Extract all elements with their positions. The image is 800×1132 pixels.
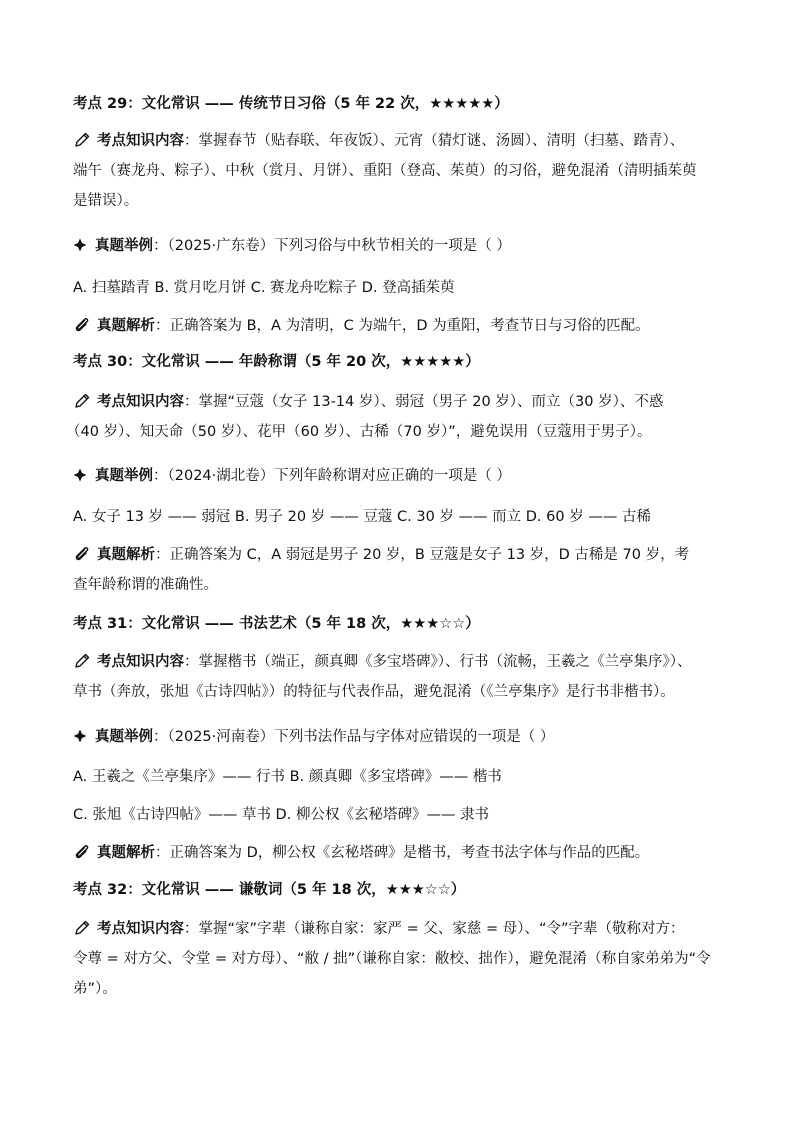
- pencil-icon: [73, 131, 91, 149]
- example-label: 真题举例: [95, 468, 153, 484]
- knowledge-line: 考点知识内容：掌握“家”字辈（谦称自家：家严 = 父、家慈 = 母）、“令”字辈（敬称对方：: [73, 919, 685, 939]
- knowledge-line: 弟”）。: [73, 981, 117, 997]
- section-heading: 考点 31：文化常识 —— 书法艺术（5 年 18 次，★★★☆☆）: [73, 616, 480, 632]
- knowledge-label: 考点知识内容: [97, 921, 184, 937]
- pencil-icon: [73, 392, 91, 410]
- option-line: C. 张旭《古诗四帖》—— 草书 D. 柳公权《玄秘塔碑》—— 隶书: [73, 807, 490, 823]
- option-line: A. 扫墓踏青 B. 赏月吃月饼 C. 赛龙舟吃粽子 D. 登高插茱萸: [73, 280, 455, 296]
- example-label: 真题举例: [95, 729, 153, 745]
- paperclip-icon: [73, 843, 91, 861]
- knowledge-label: 考点知识内容: [97, 654, 184, 670]
- knowledge-line: 考点知识内容：掌握春节（贴春联、年夜饭）、元宵（猜灯谜、汤圆）、清明（扫墓、踏青）、: [73, 131, 684, 151]
- analysis-line: 查年龄称谓的准确性。: [73, 577, 218, 593]
- option-line: A. 王羲之《兰亭集序》—— 行书 B. 颜真卿《多宝塔碑》—— 楷书: [73, 769, 502, 785]
- knowledge-line: 端午（赛龙舟、粽子）、中秋（赏月、月饼）、重阳（登高、茱萸）的习俗，避免混淆（清明插茱萸: [73, 163, 697, 179]
- diamond-bullet-icon: [73, 468, 87, 482]
- diamond-bullet-icon: [73, 729, 87, 743]
- example-line: 真题举例：（2025·广东卷）下列习俗与中秋节相关的一项是（ ）: [73, 236, 511, 256]
- diamond-bullet-icon: [73, 238, 87, 252]
- paperclip-icon: [73, 545, 91, 563]
- analysis-line: 真题解析：正确答案为 B，A 为清明，C 为端午，D 为重阳，考查节日与习俗的匹配。: [73, 316, 650, 336]
- analysis-label: 真题解析: [97, 845, 155, 861]
- knowledge-line: 令尊 = 对方父、令堂 = 对方母）、“敝 / 拙”（谦称自家：敝校、拙作），避免混淆（称自家弟弟为“令: [73, 951, 711, 967]
- pencil-icon: [73, 652, 91, 670]
- section-heading: 考点 32：文化常识 —— 谦敬词（5 年 18 次，★★★☆☆）: [73, 882, 466, 898]
- pencil-icon: [73, 919, 91, 937]
- option-line: A. 女子 13 岁 —— 弱冠 B. 男子 20 岁 —— 豆蔻 C. 30 岁 —— 而立 D. 60 岁 —— 古稀: [73, 509, 651, 525]
- analysis-label: 真题解析: [97, 547, 155, 563]
- knowledge-label: 考点知识内容: [97, 133, 184, 149]
- analysis-label: 真题解析: [97, 318, 155, 334]
- example-line: 真题举例：（2024·湖北卷）下列年龄称谓对应正确的一项是（ ）: [73, 466, 511, 486]
- knowledge-line: （40 岁）、知天命（50 岁）、花甲（60 岁）、古稀（70 岁）”，避免误用（豆蔻用于男子）。: [66, 424, 652, 440]
- analysis-line: 真题解析：正确答案为 D，柳公权《玄秘塔碑》是楷书，考查书法字体与作品的匹配。: [73, 843, 649, 863]
- example-line: 真题举例：（2025·河南卷）下列书法作品与字体对应错误的一项是（ ）: [73, 727, 554, 747]
- section-heading: 考点 30：文化常识 —— 年龄称谓（5 年 20 次，★★★★★）: [73, 354, 480, 370]
- knowledge-line: 考点知识内容：掌握“豆蔻（女子 13-14 岁）、弱冠（男子 20 岁）、而立（30 岁）、不惑: [73, 392, 663, 412]
- knowledge-line: 是错误）。: [73, 193, 139, 209]
- section-heading: 考点 29：文化常识 —— 传统节日习俗（5 年 22 次，★★★★★）: [73, 96, 509, 112]
- knowledge-label: 考点知识内容: [97, 394, 184, 410]
- knowledge-line: 草书（奔放，张旭《古诗四帖》）的特征与代表作品，避免混淆（《兰亭集序》是行书非楷书）。: [73, 684, 675, 700]
- knowledge-line: 考点知识内容：掌握楷书（端正，颜真卿《多宝塔碑》）、行书（流畅，王羲之《兰亭集序》）、: [73, 652, 692, 672]
- paperclip-icon: [73, 316, 91, 334]
- example-label: 真题举例: [95, 238, 153, 254]
- analysis-line: 真题解析：正确答案为 C，A 弱冠是男子 20 岁，B 豆蔻是女子 13 岁，D 古稀是 70 岁，考: [73, 545, 689, 565]
